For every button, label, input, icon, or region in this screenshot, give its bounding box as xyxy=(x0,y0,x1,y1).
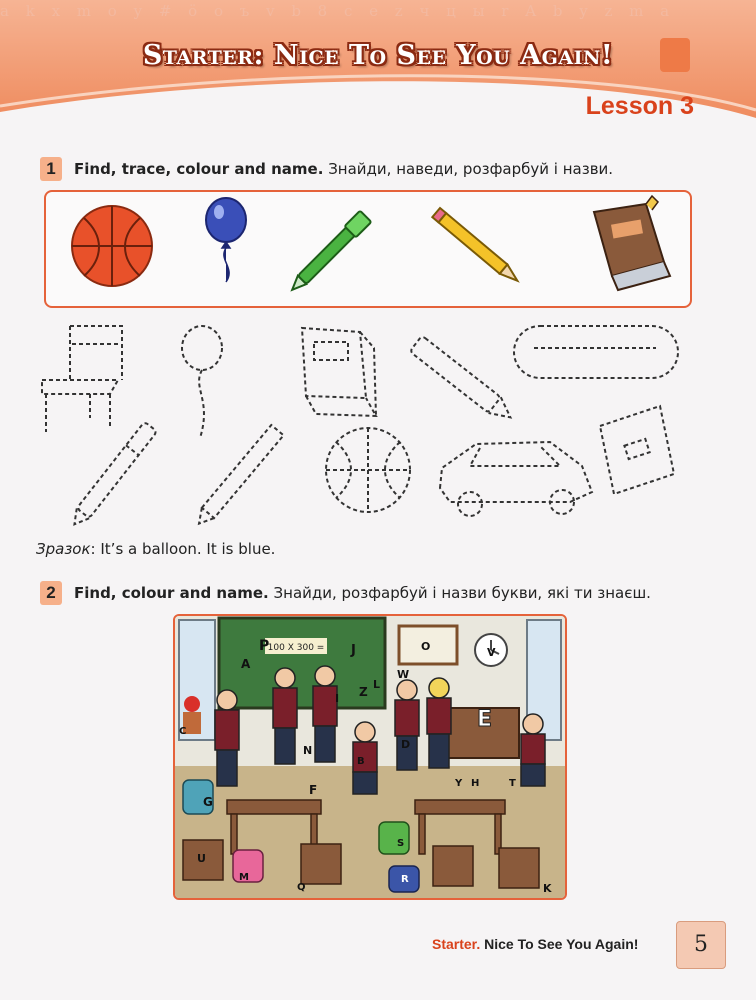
pencil-case-icon[interactable] xyxy=(514,326,678,378)
sample-label: Зразок xyxy=(36,540,91,558)
book-icon[interactable] xyxy=(594,196,670,290)
scene-letter[interactable]: U xyxy=(197,852,206,865)
balloon-icon[interactable] xyxy=(182,326,222,438)
scene-letter[interactable]: I xyxy=(335,692,340,705)
scene-letter[interactable]: D xyxy=(401,738,411,751)
classroom-illustration xyxy=(175,616,565,898)
scene-letter[interactable]: Y xyxy=(455,778,463,789)
scene-letter[interactable]: V xyxy=(487,646,496,659)
pen-icon[interactable] xyxy=(287,211,372,296)
scene-letter[interactable]: R xyxy=(401,874,409,885)
scene-letter[interactable]: B xyxy=(357,756,365,767)
task-2-instruction-en: Find, colour and name. xyxy=(74,584,269,602)
tracing-items xyxy=(30,318,690,528)
task-2-instruction-uk: Знайди, розфарбуй і назви букви, які ти знаєш. xyxy=(273,584,651,602)
scene-letter[interactable]: A xyxy=(241,657,251,671)
scene-letter[interactable]: O xyxy=(421,640,431,653)
task-1-instruction-uk: Знайди, наведи, розфарбуй і назви. xyxy=(328,160,614,178)
sample-text: : It’s a balloon. It is blue. xyxy=(90,540,276,558)
banner-square xyxy=(660,38,690,72)
task-2-instruction xyxy=(74,584,651,602)
scene-letter[interactable]: E xyxy=(477,707,493,732)
pencil-icon[interactable] xyxy=(193,425,284,528)
sample-sentence xyxy=(36,540,275,558)
pencil-icon[interactable] xyxy=(410,336,517,426)
decorative-letters: a k x m o y # ö o ъ v b 8 c e z ч ц ы r A b y z m a xyxy=(0,2,676,20)
scene-letter[interactable]: T xyxy=(509,778,516,789)
pencil-icon[interactable] xyxy=(432,208,521,285)
scene-letter[interactable]: L xyxy=(373,678,381,691)
pen-icon[interactable] xyxy=(68,422,157,528)
lesson-label: Lesson 3 xyxy=(585,92,694,120)
task-1-number: 1 xyxy=(40,157,62,181)
book-icon[interactable] xyxy=(302,328,376,416)
ball-icon[interactable] xyxy=(326,428,410,512)
scene-letter[interactable]: Z xyxy=(359,685,368,699)
scene-letter[interactable]: C xyxy=(179,726,187,737)
task-2-number: 2 xyxy=(40,581,62,605)
scene-letter[interactable]: J xyxy=(351,643,356,658)
chair-icon[interactable] xyxy=(42,326,122,432)
footer-running-title xyxy=(432,936,638,952)
scene-letter[interactable]: W xyxy=(397,668,410,681)
board-equation: 100 X 300 = xyxy=(267,643,325,653)
scene-letter[interactable]: N xyxy=(303,744,313,757)
ball-icon[interactable] xyxy=(72,206,152,286)
car-icon[interactable] xyxy=(440,442,592,516)
scene-letter[interactable]: Q xyxy=(297,882,306,893)
scene-letter[interactable]: H xyxy=(471,778,480,789)
page-number: 5 xyxy=(676,921,726,969)
scene-letter[interactable]: P xyxy=(259,638,270,654)
notebook-icon[interactable] xyxy=(600,406,674,494)
scene-letter[interactable]: S xyxy=(397,838,405,849)
scene-letter[interactable]: F xyxy=(309,783,318,797)
footer-lead: Starter. xyxy=(432,936,481,952)
scene-letter[interactable]: M xyxy=(239,872,249,883)
scene-letter[interactable]: G xyxy=(203,795,213,809)
scene-letter[interactable]: K xyxy=(543,882,552,895)
balloon-icon[interactable] xyxy=(206,198,246,282)
task-1-instruction-en: Find, trace, colour and name. xyxy=(74,160,324,178)
task-1-instruction xyxy=(74,160,613,178)
colored-items-box xyxy=(44,190,692,308)
colored-items xyxy=(46,192,690,306)
page-title: Starter: Nice To See You Again! xyxy=(142,40,614,71)
classroom-scene xyxy=(173,614,567,900)
footer-rest: Nice To See You Again! xyxy=(480,936,639,952)
